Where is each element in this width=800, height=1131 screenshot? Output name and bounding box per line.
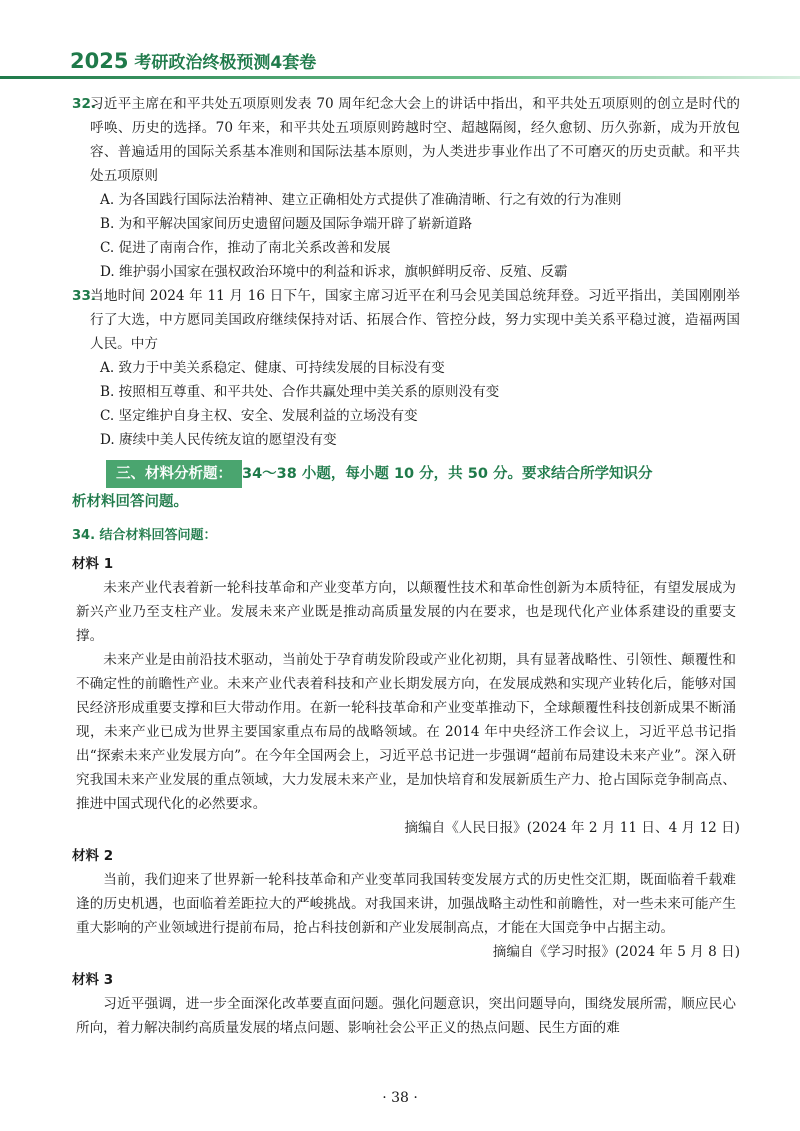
- question-32: [72, 92, 740, 284]
- material-1-title: 材料 1: [72, 556, 114, 572]
- option-c: C. 坚定维护自身主权、安全、发展利益的立场没有变: [100, 408, 418, 424]
- section-heading: [72, 460, 740, 516]
- option-a: A. 为各国践行国际法治精神、建立正确相处方式提供了准确清晰、行之有效的行为准则: [100, 192, 622, 208]
- page-content: [72, 92, 740, 1040]
- header-title: [70, 48, 316, 73]
- material-3-title: 材料 3: [72, 972, 114, 988]
- option-b: B. 按照相互尊重、和平共处、合作共赢处理中美关系的原则没有变: [100, 384, 500, 400]
- option-c: C. 促进了南南合作，推动了南北关系改善和发展: [100, 240, 391, 256]
- section-instructions: 34～38 小题，每小题 10 分，共 50 分。要求结合所学知识分: [242, 466, 653, 482]
- question-33: [72, 284, 740, 452]
- page-number: · 38 ·: [382, 1090, 418, 1106]
- option-a: A. 致力于中美关系稳定、健康、可持续发展的目标没有变: [100, 360, 445, 376]
- question-number: 33.: [72, 288, 97, 304]
- material-1-source: 摘编自《人民日报》(2024 年 2 月 11 日、4 月 12 日): [404, 820, 740, 836]
- header-year: 2025: [70, 49, 129, 73]
- section-tag: 三、材料分析题：: [106, 460, 242, 488]
- material-2-paragraph-1: 当前，我们迎来了世界新一轮科技革命和产业变革同我国转变发展方式的历史性交汇期，既面临着千载难逢的历史机遇，也面临着差距拉大的严峻挑战。对我国来讲，加强战略主动性和前瞻性，对一些未来可能产生重大影响的产业领域进行提前布局，抢占科技创新和产业发展制高点，才能在大国竞争中占据主动。: [76, 872, 736, 936]
- material-1-paragraph-1: 未来产业代表着新一轮科技革命和产业变革方向，以颠覆性技术和革命性创新为本质特征，有望发展成为新兴产业乃至支柱产业。发展未来产业既是推动高质量发展的内在要求，也是现代化产业体系建设的重要支撑。: [76, 580, 736, 644]
- question-34-title: 34. 结合材料回答问题：: [72, 528, 217, 543]
- page-header: [0, 0, 800, 80]
- option-d: D. 维护弱小国家在强权政治环境中的利益和诉求，旗帜鲜明反帝、反殖、反霸: [100, 264, 568, 280]
- option-b: B. 为和平解决国家间历史遗留问题及国际争端开辟了崭新道路: [100, 216, 473, 232]
- material-2-title: 材料 2: [72, 848, 114, 864]
- header-divider: [0, 76, 800, 79]
- material-1-paragraph-2: 未来产业是由前沿技术驱动，当前处于孕育萌发阶段或产业化初期，具有显著战略性、引领性、颠覆性和不确定性的前瞻性产业。未来产业代表着科技和产业长期发展方向，在发展成熟和实现产业转化后，能够对国民经济形成重要支撑和巨大带动作用。在新一轮科技革命和产业变革推动下，全球颠覆性科技创新成果不断涌现，未来产业已成为世界主要国家重点布局的战略领域。在 2014 年中央经济工作会议上，习近平总书记指出“探索未来产业发展方向”。在今年全国两会上，习近平总书记进一步强调“超前布局建设未来产业”。深入研究我国未来产业发展的重点领域，大力发展未来产业，是加快培育和发展新质生产力、抢占国际竞争制高点、推进中国式现代化的必然要求。: [76, 652, 736, 812]
- question-stem: 习近平主席在和平共处五项原则发表 70 周年纪念大会上的讲话中指出，和平共处五项原则的创立是时代的呼唤、历史的选择。70 年来，和平共处五项原则跨越时空、超越隔阂，经久愈韧、历久弥新，成为开放包容、普遍适用的国际关系基本准则和国际法基本原则，为人类进步事业作出了不可磨灭的历史贡献。和平共处五项原则: [90, 96, 740, 184]
- material-3-paragraph-1: 习近平强调，进一步全面深化改革要直面问题。强化问题意识，突出问题导向，围绕发展所需，顺应民心所向，着力解决制约高质量发展的堵点问题、影响社会公平正义的热点问题、民生方面的难: [76, 996, 736, 1036]
- question-stem: 当地时间 2024 年 11 月 16 日下午，国家主席习近平在利马会见美国总统拜登。习近平指出，美国刚刚举行了大选，中方愿同美国政府继续保持对话、拓展合作、管控分歧，努力实现中美关系平稳过渡，造福两国人民。中方: [90, 288, 740, 352]
- section-instructions-continued: 析材料回答问题。: [72, 494, 188, 510]
- material-2-source: 摘编自《学习时报》(2024 年 5 月 8 日): [492, 944, 740, 960]
- header-book-title: 考研政治终极预测4套卷: [134, 53, 317, 73]
- option-d: D. 赓续中美人民传统友谊的愿望没有变: [100, 432, 337, 448]
- question-number: 32.: [72, 96, 97, 112]
